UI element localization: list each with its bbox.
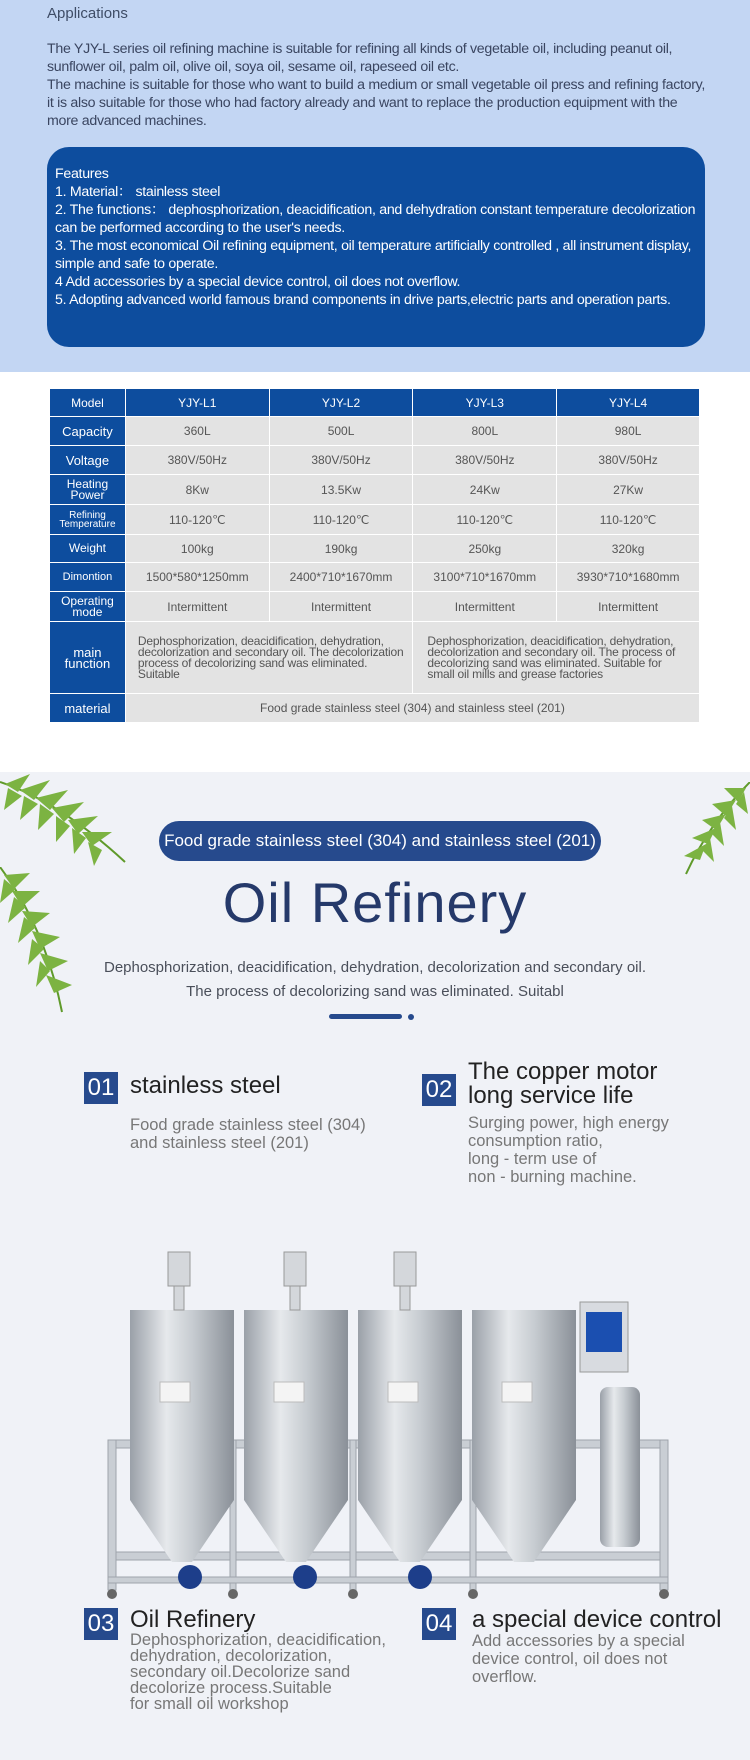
- desc-line: decolorize process.Suitable: [130, 1679, 332, 1697]
- feature-item: 3. The most economical Oil refining equipment, oil temperature artificially controlled , all instrument display, simple and safe to operate.: [55, 238, 692, 272]
- table-cell: 2400*710*1670mm: [269, 563, 413, 592]
- table-row: [50, 475, 700, 505]
- desc-line: consumption ratio,: [468, 1132, 603, 1150]
- applications-section: [0, 0, 750, 372]
- applications-paragraph: The machine is suitable for those who want to build a medium or small vegetable oil press and refining factory, it is also suitable for those who had factory already and want to replace the production equipment with the more advanced machines.: [47, 77, 706, 129]
- divider-bar: [329, 1014, 402, 1019]
- table-cell: Intermittent: [269, 592, 413, 622]
- material-cell: Food grade stainless steel (304) and stainless steel (201): [125, 694, 699, 723]
- table-cell: 980L: [557, 417, 700, 446]
- header-cell: YJY-L1: [125, 389, 269, 417]
- row-label: Capacity: [50, 417, 126, 446]
- feature-point-03: [84, 1608, 404, 1748]
- features-box: [47, 147, 705, 347]
- table-cell: 100kg: [125, 535, 269, 563]
- table-cell: 1500*580*1250mm: [125, 563, 269, 592]
- feature-item: 5. Adopting advanced world famous brand components in drive parts,electric parts and operation parts.: [55, 292, 671, 308]
- spec-table: [49, 388, 700, 723]
- subtitle-line: Dephosphorization, deacidification, dehydration, decolorization and secondary oil.: [103, 959, 646, 976]
- divider-dot: [408, 1014, 414, 1020]
- desc-line: secondary oil.Decolorize sand: [130, 1663, 351, 1681]
- material-pill: Food grade stainless steel (304) and stainless steel (201): [159, 821, 601, 861]
- desc-line: long - term use of: [468, 1150, 597, 1168]
- page-title: Oil Refinery: [222, 871, 528, 934]
- table-cell: 800L: [413, 417, 557, 446]
- row-label: Dimontion: [50, 563, 126, 592]
- point-number: 01: [84, 1072, 118, 1104]
- feature-item: 4 Add accessories by a special device control, oil does not overflow.: [55, 274, 461, 290]
- desc-line: for small oil workshop: [130, 1695, 289, 1713]
- table-cell: 27Kw: [557, 475, 700, 505]
- table-cell: 3100*710*1670mm: [413, 563, 557, 592]
- desc-line: Surging power, high energy: [468, 1114, 669, 1132]
- table-cell: 380V/50Hz: [269, 446, 413, 475]
- feature-point-04: [422, 1608, 742, 1708]
- table-row: [50, 694, 700, 723]
- point-number: 04: [422, 1608, 456, 1640]
- header-cell: YJY-L2: [269, 389, 413, 417]
- desc-line: Add accessories by a special: [472, 1632, 685, 1650]
- table-cell: 13.5Kw: [269, 475, 413, 505]
- table-cell: 110-120℃: [413, 505, 557, 535]
- table-cell: 110-120℃: [269, 505, 413, 535]
- desc-line: Dephosphorization, deacidification,: [130, 1631, 386, 1649]
- table-row: [50, 505, 700, 535]
- header-cell: Model: [50, 389, 126, 417]
- row-label: material: [50, 694, 126, 723]
- subtitle-line: The process of decolorizing sand was eliminated. Suitabl: [186, 983, 564, 1000]
- table-row: [50, 622, 700, 694]
- table-row: [50, 563, 700, 592]
- row-label: Refining Temperature: [50, 505, 126, 535]
- feature-point-02: [422, 1058, 732, 1204]
- desc-line: non - burning machine.: [468, 1168, 637, 1186]
- table-row: [50, 446, 700, 475]
- table-cell: 3930*710*1680mm: [557, 563, 700, 592]
- point-title: [468, 1060, 657, 1108]
- oil-refinery-machine-image: [100, 1222, 680, 1642]
- table-cell: 24Kw: [413, 475, 557, 505]
- point-description: [130, 1632, 386, 1712]
- point-number: 02: [422, 1074, 456, 1106]
- header-cell: YJY-L3: [413, 389, 557, 417]
- table-row: [50, 417, 700, 446]
- oil-refinery-section: [0, 772, 750, 1760]
- title-line: The copper motor: [468, 1058, 658, 1085]
- table-row: [50, 592, 700, 622]
- desc-line: and stainless steel (201): [130, 1134, 309, 1152]
- point-title: Oil Refinery: [130, 1606, 256, 1633]
- features-title: Features: [55, 166, 109, 182]
- main-function-right: Dephosphorization, deacidification, dehydration, decolorization and secondary oil. The process of decolorizing sand was eliminated. Suitable for small oil mills and grease factories: [413, 622, 700, 694]
- point-number: 03: [84, 1608, 118, 1640]
- applications-text: [47, 40, 707, 130]
- table-cell: 250kg: [413, 535, 557, 563]
- row-label: Operating mode: [50, 592, 126, 622]
- table-cell: 380V/50Hz: [557, 446, 700, 475]
- table-cell: Intermittent: [125, 592, 269, 622]
- table-header-row: [50, 389, 700, 417]
- table-cell: 8Kw: [125, 475, 269, 505]
- table-cell: 110-120℃: [557, 505, 700, 535]
- row-label: Heating Power: [50, 475, 126, 505]
- desc-line: Food grade stainless steel (304): [130, 1116, 366, 1134]
- table-cell: 360L: [125, 417, 269, 446]
- row-label: Voltage: [50, 446, 126, 475]
- applications-title: Applications: [47, 5, 128, 22]
- desc-line: device control, oil does not: [472, 1650, 668, 1668]
- main-function-left: Dephosphorization, deacidification, dehydration, decolorization and secondary oil. The decolorization process of decolorizing sand was eliminated. Suitable: [125, 622, 413, 694]
- feature-point-01: [84, 1072, 384, 1162]
- row-label: Weight: [50, 535, 126, 563]
- point-description: [130, 1116, 366, 1152]
- subtitle: [0, 956, 750, 1004]
- feature-item: 2. The functions： dephosphorization, deacidification, and dehydration constant temperature decolorization can be performed according to the user's needs.: [55, 202, 696, 236]
- desc-line: dehydration, decolorization,: [130, 1647, 332, 1665]
- table-cell: 500L: [269, 417, 413, 446]
- table-cell: 380V/50Hz: [413, 446, 557, 475]
- table-cell: 110-120℃: [125, 505, 269, 535]
- header-cell: YJY-L4: [557, 389, 700, 417]
- applications-paragraph: The YJY-L series oil refining machine is suitable for refining all kinds of vegetable oil, including peanut oil, sunflower oil, palm oil, olive oil, soya oil, sesame oil, rapeseed oil etc.: [47, 41, 673, 75]
- table-cell: 380V/50Hz: [125, 446, 269, 475]
- feature-item: 1. Material： stainless steel: [55, 184, 221, 200]
- table-cell: Intermittent: [413, 592, 557, 622]
- palm-leaf-icon: [0, 772, 130, 882]
- palm-leaf-icon: [680, 782, 750, 882]
- point-title: stainless steel: [130, 1072, 281, 1099]
- desc-line: overflow.: [472, 1668, 538, 1686]
- table-row: [50, 535, 700, 563]
- row-label: main function: [50, 622, 126, 694]
- point-title: a special device control: [472, 1606, 722, 1633]
- table-cell: 320kg: [557, 535, 700, 563]
- table-cell: Intermittent: [557, 592, 700, 622]
- point-description: [472, 1632, 685, 1686]
- title-line: long service life: [468, 1082, 634, 1109]
- table-cell: 190kg: [269, 535, 413, 563]
- point-description: [468, 1114, 669, 1186]
